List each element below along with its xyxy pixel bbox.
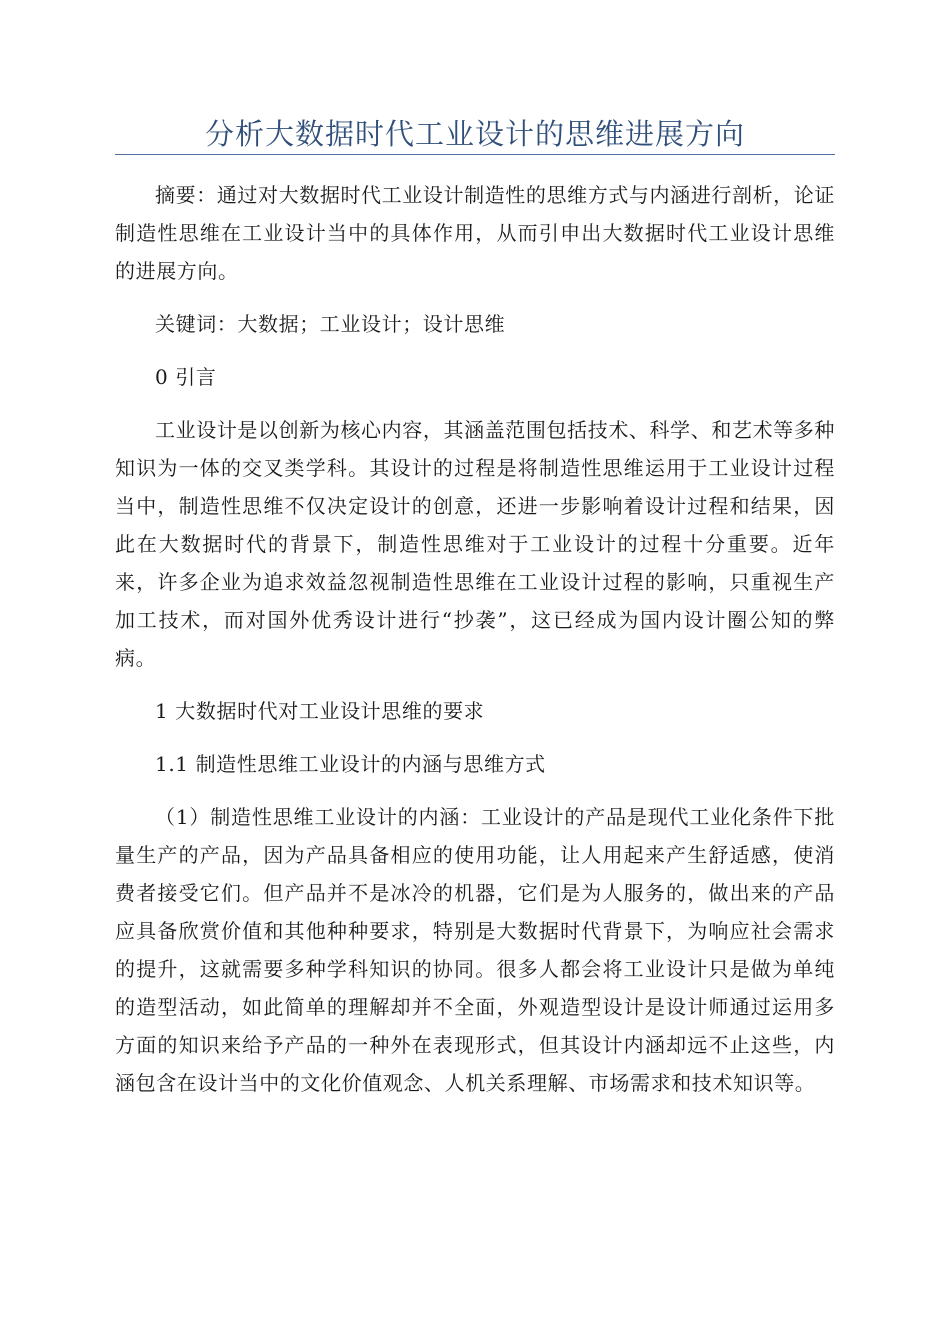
keywords-line: 关键词：大数据；工业设计；设计思维 xyxy=(155,312,506,336)
abstract-paragraph: 摘要：通过对大数据时代工业设计制造性的思维方式与内涵进行剖析，论证制造性思维在工业设计当中的具体作用，从而引申出大数据时代工业设计思维的进展方向。 xyxy=(115,183,835,283)
section-heading-1: 1 大数据时代对工业设计思维的要求 xyxy=(155,699,485,723)
document-title: 分析大数据时代工业设计的思维进展方向 xyxy=(204,117,745,151)
title-underline xyxy=(115,154,835,155)
point-1-paragraph: （1）制造性思维工业设计的内涵：工业设计的产品是现代工业化条件下批量生产的产品，因为产品具备相应的使用功能，让人用起来产生舒适感，使消费者接受它们。但产品并不是冰冷的机器，它们是为人服务的，做出来的产品应具备欣赏价值和其他种种要求，特别是大数据时代背景下，为响应社会需求的提升，这就需要多种学科知识的协同。很多人都会将工业设计只是做为单纯的造型活动，如此简单的理解却并不全面，外观造型设计是设计师通过运用多方面的知识来给予产品的一种外在表现形式，但其设计内涵却远不止这些，内涵包含在设计当中的文化价值观念、人机关系理解、市场需求和技术知识等。 xyxy=(115,805,835,1095)
introduction-paragraph: 工业设计是以创新为核心内容，其涵盖范围包括技术、科学、和艺术等多种知识为一体的交叉类学科。其设计的过程是将制造性思维运用于工业设计过程当中，制造性思维不仅决定设计的创意，还进一步影响着设计过程和结果，因此在大数据时代的背景下，制造性思维对于工业设计的过程十分重要。近年来，许多企业为追求效益忽视制造性思维在工业设计过程的影响，只重视生产加工技术，而对国外优秀设计进行“抄袭”，这已经成为国内设计圈公知的弊病。 xyxy=(115,418,835,670)
section-heading-introduction: 0 引言 xyxy=(155,365,217,389)
document-body xyxy=(115,176,835,1102)
section-heading-1-1: 1.1 制造性思维工业设计的内涵与思维方式 xyxy=(155,752,546,776)
